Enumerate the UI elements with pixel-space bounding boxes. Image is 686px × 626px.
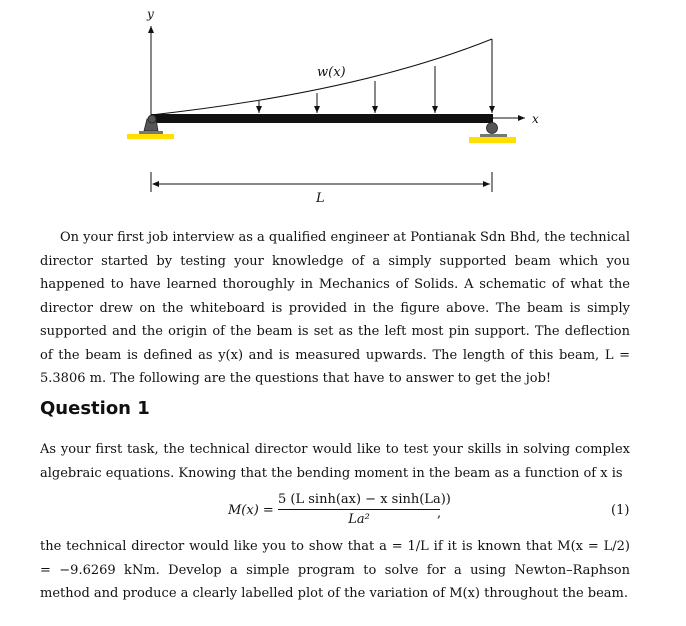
equation-number: (1): [611, 503, 630, 518]
bending-moment-equation: [0, 492, 686, 532]
beam-schematic: [0, 0, 686, 215]
x-axis-label: x: [532, 112, 539, 126]
question-lead-paragraph: As your first task, the technical director would like to test your skills in solving complex algebraic equations. Knowing that the bending moment in the beam as a function of x is: [40, 442, 630, 481]
intro-text: On your first job interview as a qualified engineer at Pontianak Sdn Bhd, the technical director started by testing your knowledge of a simply supported beam which you happened to have learned thoroughly in Mechanics of Solids. A schematic of what the director drew on the whiteboard is provided in the figure above. The beam is simply supported and the origin of the beam is set as the left most pin support. The deflection of the beam is defined as y(x) and is measured upwards. The length of this beam, L = 5.3806 m. The following are the questions that have to answer to get the job!: [40, 230, 630, 386]
equation-lhs: M(x) =: [228, 503, 274, 518]
question-heading: Question 1: [40, 398, 150, 419]
equation-numerator: 5 (L sinh(ax) − x sinh(La)): [278, 492, 440, 510]
load-label: w(x): [317, 65, 346, 80]
question-follow-paragraph: the technical director would like you to show that a = 1/L if it is known that M(x = L/2) = −9.6269 kNm. Develop a simple program to solve for a using Newton–Raphson method and produce a clearly labelled plot of the variation of M(x) throughout the beam.: [40, 539, 630, 601]
equation-fraction: [278, 492, 451, 527]
beam: [151, 114, 493, 123]
y-axis-label: y: [147, 7, 154, 21]
equation-comma: ,: [437, 506, 442, 521]
length-label: L: [316, 191, 325, 206]
equation-denominator: La²: [348, 512, 370, 527]
intro-paragraph: [40, 226, 630, 391]
roller-support-right: [469, 123, 516, 144]
